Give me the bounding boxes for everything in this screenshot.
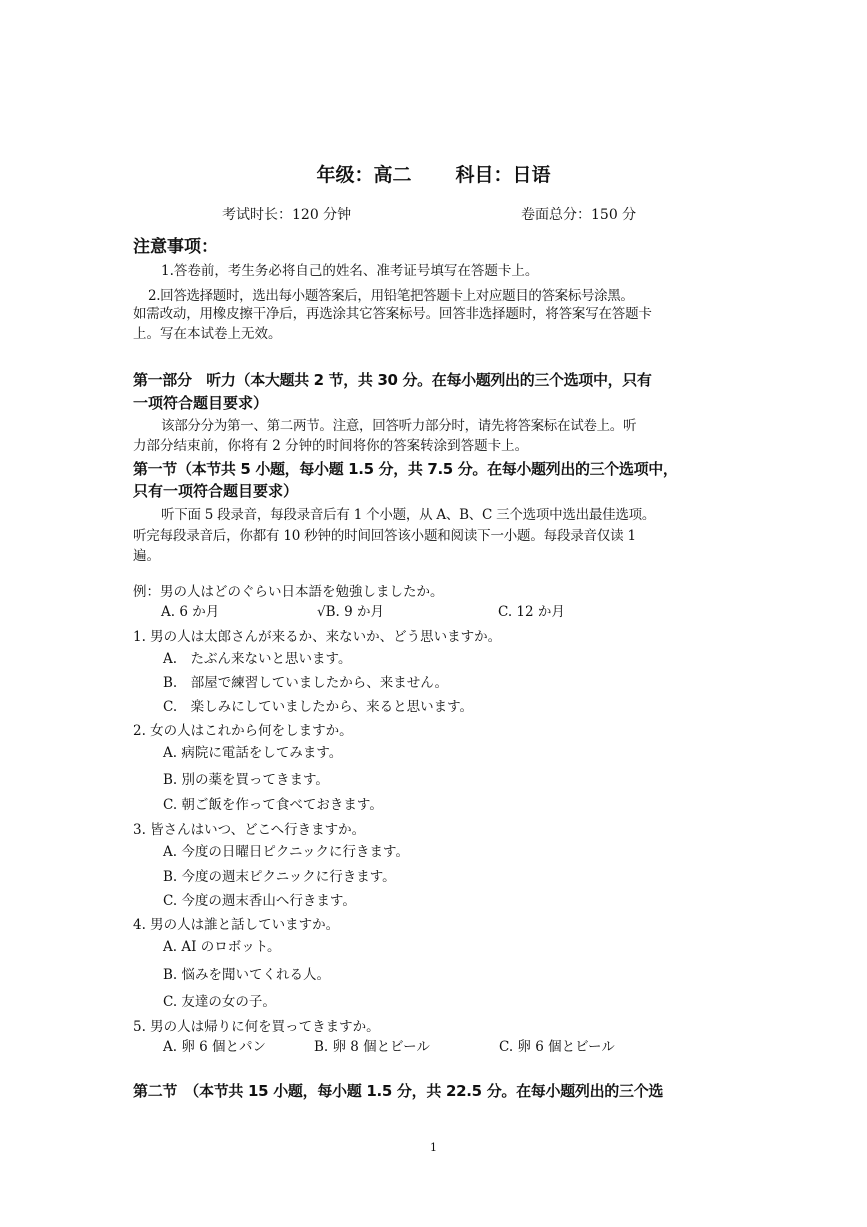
question-2-option-c: C. 朝ご飯を作って食べておきます。 xyxy=(163,797,383,813)
question-4-option-b: B. 悩みを聞いてくれる人。 xyxy=(163,967,331,983)
section1-heading-line-2: 只有一项符合题目要求） xyxy=(133,482,299,500)
question-1-option-a: A. たぶん来ないと思います。 xyxy=(163,651,352,667)
part1-heading-line-1: 第一部分 听力（本大题共 2 节，共 30 分。在每小题列出的三个选项中，只有 xyxy=(133,371,652,389)
section1-heading-line-1: 第一节（本节共 5 小题，每小题 1.5 分，共 7.5 分。在每小题列出的三个选项中， xyxy=(133,460,678,478)
subject-label: 科目：日语 xyxy=(455,164,551,186)
question-2-option-b: B. 別の薬を買ってきます。 xyxy=(163,772,329,788)
part1-description-line-1: 该部分分为第一、第二两节。注意，回答听力部分时，请先将答案标在试卷上。听 xyxy=(161,418,637,434)
example-question: 例：男の人はどのぐらい日本語を勉強しましたか。 xyxy=(133,584,444,600)
question-2: 2. 女の人はこれから何をしますか。 xyxy=(133,723,353,739)
notice-item-2-line-1: 2.回答选择题时，选出每小题答案后，用铅笔把答题卡上对应题目的答案标号涂黑。 xyxy=(148,288,634,304)
question-1: 1. 男の人は太郎さんが来るか、来ないか、どう思いますか。 xyxy=(133,629,502,645)
question-4-option-c: C. 友達の女の子。 xyxy=(163,994,276,1010)
notice-item-2-line-3: 上。写在本试卷上无效。 xyxy=(133,326,282,342)
example-option-a: A. 6 か月 xyxy=(161,604,220,620)
question-5: 5. 男の人は帰りに何を買ってきますか。 xyxy=(133,1019,380,1035)
section2-heading: 第二节 （本节共 15 小题，每小题 1.5 分，共 22.5 分。在每小题列出的三个选 xyxy=(133,1082,664,1100)
question-5-option-b: B. 卵 8 個とビール xyxy=(314,1039,430,1055)
exam-duration: 考试时长：120 分钟 xyxy=(222,207,352,223)
question-4-option-a: A. AI のロボット。 xyxy=(163,939,281,955)
question-2-option-a: A. 病院に電話をしてみます。 xyxy=(163,745,343,761)
question-5-option-c: C. 卵 6 個とビール xyxy=(499,1039,615,1055)
question-4: 4. 男の人は誰と話していますか。 xyxy=(133,917,340,933)
example-option-b: √B. 9 か月 xyxy=(317,604,384,620)
question-5-option-a: A. 卵 6 個とパン xyxy=(163,1039,267,1055)
exam-total-score: 卷面总分：150 分 xyxy=(521,207,637,223)
part1-description-line-2: 力部分结束前，你将有 2 分钟的时间将你的答案转涂到答题卡上。 xyxy=(133,438,529,454)
notice-item-1: 1.答卷前，考生务必将自己的姓名、准考证号填写在答题卡上。 xyxy=(161,263,539,279)
question-3-option-c: C. 今度の週末香山へ行きます。 xyxy=(163,893,356,909)
notice-heading: 注意事项： xyxy=(133,237,218,257)
question-1-option-b: B. 部屋で練習していましたから、来ません。 xyxy=(163,675,449,691)
grade-label: 年级：高二 xyxy=(316,164,412,186)
section1-description-line-2: 听完每段录音后，你都有 10 秒钟的时间回答该小题和阅读下一小题。每段录音仅读 1 xyxy=(133,528,636,544)
question-3: 3. 皆さんはいつ、どこへ行きますか。 xyxy=(133,822,366,838)
part1-heading-line-2: 一项符合题目要求） xyxy=(133,394,269,412)
page-number: 1 xyxy=(430,1141,437,1154)
section1-description-line-3: 遍。 xyxy=(133,548,160,564)
exam-title xyxy=(0,160,867,187)
question-3-option-a: A. 今度の日曜日ピクニックに行きます。 xyxy=(163,844,409,860)
example-option-c: C. 12 か月 xyxy=(498,604,565,620)
question-1-option-c: C. 楽しみにしていましたから、来ると思います。 xyxy=(163,699,474,715)
section1-description-line-1: 听下面 5 段录音，每段录音后有 1 个小题，从 A、B、C 三个选项中选出最佳选项。 xyxy=(161,507,656,523)
notice-item-2-line-2: 如需改动，用橡皮擦干净后，再选涂其它答案标号。回答非选择题时，将答案写在答题卡 xyxy=(133,306,652,322)
question-3-option-b: B. 今度の週末ピクニックに行きます。 xyxy=(163,869,396,885)
